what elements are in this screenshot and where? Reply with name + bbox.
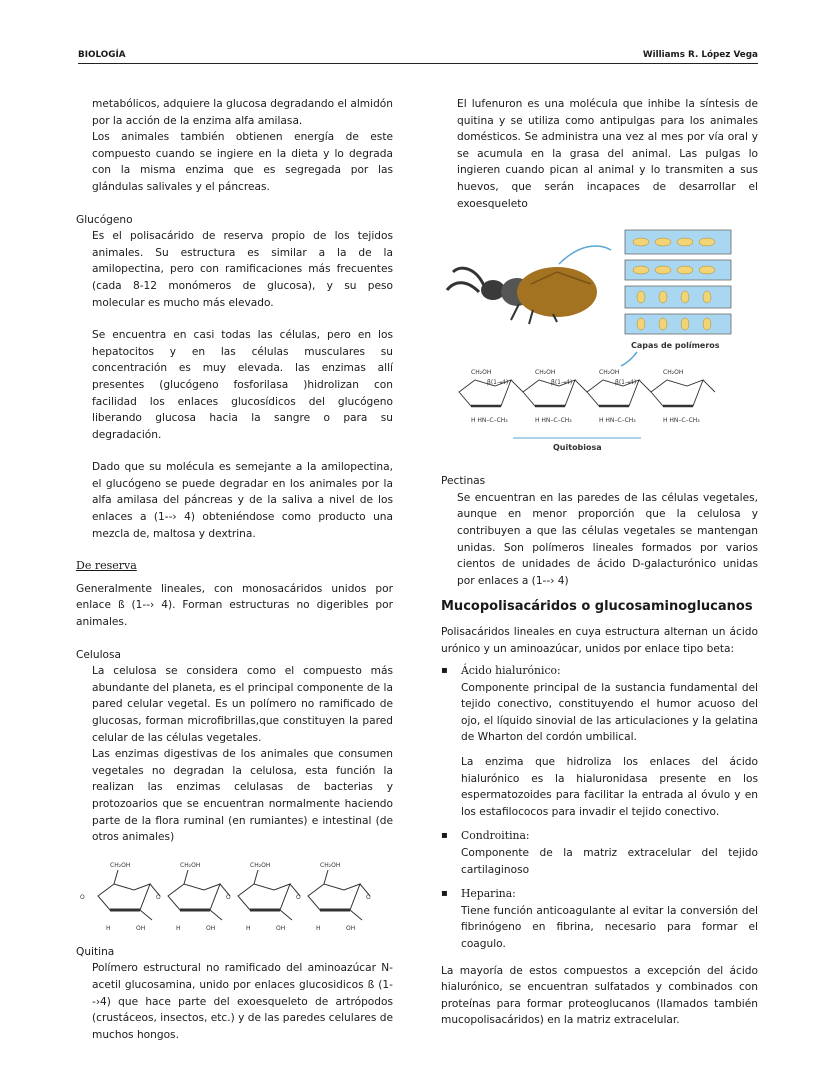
paragraph-amilasa: metabólicos, adquiere la glucosa degradando el almidón por la acción de la enzima alfa amilasa. (92, 98, 393, 127)
header-subject: BIOLOGÍA (78, 50, 126, 60)
paragraph-reserva: Generalmente lineales, con monosacáridos unidos por enlace ß (1--› 4). Forman estructuras no digeribles por animales. (76, 582, 393, 629)
chitin-beetle-diagram (441, 224, 758, 469)
section-title-quitina: Quitina (76, 945, 115, 958)
list-item-acido-hialuronico (441, 663, 758, 820)
svg-text:O: O (156, 893, 161, 901)
paragraph-mucopolisacaridos: Polisacáridos lineales en cuya estructura alternan un ácido urónico y un aminoazúcar, unidos por enlace tipo beta: (441, 625, 758, 655)
right-column (441, 96, 758, 1029)
svg-text:OH: OH (206, 924, 216, 932)
chitin-ch2oh-label: CH₂OH (535, 369, 556, 377)
bullet-title: ▪ Condroitina: (461, 829, 530, 843)
chitin-ch2oh-label: CH₂OH (663, 369, 684, 377)
svg-text:H HN–C–CH₃: H HN–C–CH₃ (535, 417, 572, 425)
list-item-condroitina (441, 828, 758, 878)
bullet-text: Componente principal de la sustancia fundamental del tejido conectivo, constituyendo el humor acuoso del ojo, el líquido sinovial de las articulaciones y la gelatina de Wharton del cordón umbilical. (461, 681, 758, 744)
svg-text:H HN–C–CH₃: H HN–C–CH₃ (663, 417, 700, 425)
bond-label: β(1→4) (551, 379, 573, 387)
paragraph-celulosa-2: Las enzimas digestivas de los animales que consumen vegetales no degradan la celulosa, esta función la realizan las enzimas celulasas de bacterias y protozoarios que se encuentran normalmente haciendo parte de la flora ruminal (en rumiantes) e intestinal (de otros animales) (92, 748, 393, 844)
svg-text:H HN–C–CH₃: H HN–C–CH₃ (471, 417, 508, 425)
bullet-title: ▪ Ácido hialurónico: (461, 664, 561, 678)
paragraph-glucogeno-3: Dado que su molécula es semejante a la amilopectina, el glucógeno se puede degradar en los animales por la alfa amilasa del páncreas y de la saliva a nivel de los enlaces a (1--› 4) obteniéndose como producto una mezcla de, maltosa y dextrina. (92, 461, 393, 540)
svg-text:H: H (106, 924, 111, 932)
bond-label: β(1→4) (615, 379, 637, 387)
svg-text:OH: OH (276, 924, 286, 932)
layers-label: Capas de polímeros (631, 341, 720, 351)
polymer-layers (625, 230, 731, 350)
bullet-title: ▪ Heparina: (461, 887, 516, 901)
svg-text:OH: OH (346, 924, 356, 932)
paragraph-celulosa-1: La celulosa se considera como el compuesto más abundante del planeta, es el principal componente de la pared celular vegetal. Es un polímero no ramificado de glucosas, forman microfibrillas,que constituyen la pared celular de las células vegetales. (92, 665, 393, 744)
paragraph-glucogeno-1: Es el polisacárido de reserva propio de los tejidos animales. Su estructura es similar a la de la amilopectina, pero con ramificaciones más frecuentes (cada 8-12 monómeros de glucosa), y su peso molecular es mucho más elevado. (92, 230, 393, 309)
section-title-reserva: De reserva (76, 559, 137, 573)
svg-text:O: O (366, 893, 371, 901)
svg-text:H HN–C–CH₃: H HN–C–CH₃ (599, 417, 636, 425)
svg-text:H: H (176, 924, 181, 932)
list-item-heparina (441, 886, 758, 952)
paragraph-glucogeno-2: Se encuentra en casi todas las células, pero en los hepatocitos y en las células musculares su concentración es muy elevada. las enzimas allí presentes (glucógeno fosforilasa )hidrolizan con facilidad los enlaces glucosídicos del glucógeno liberando glucosa hacia la sangre o para su degradación. (92, 329, 393, 441)
header-author: Williams R. López Vega (642, 50, 758, 60)
quitobiosa-label: Quitobiosa (553, 443, 602, 453)
bullet-text: Componente de la matriz extracelular del tejido cartilaginoso (461, 847, 758, 876)
section-title-pectinas: Pectinas (441, 475, 486, 488)
svg-text:O: O (226, 893, 231, 901)
cellulose-ch2oh-label: CH₂OH (250, 861, 271, 869)
svg-text:H: H (246, 924, 251, 932)
cellulose-ch2oh-label: CH₂OH (180, 861, 201, 869)
chitin-ch2oh-label: CH₂OH (471, 369, 492, 377)
svg-text:OH: OH (136, 924, 146, 932)
paragraph-lufenuron: El lufenuron es una molécula que inhibe la síntesis de quitina y se utiliza como antipulgas para los animales domésticos. Se administra una vez al mes por vía oral y se acumula en la grasa del animal. Las pulgas lo ingieren cuando pican al animal y lo transmiten a sus huevos, que serán incapaces de desarrollar el exoesqueleto (457, 98, 758, 210)
section-title-glucogeno: Glucógeno (76, 213, 133, 226)
page-header (78, 47, 758, 64)
paragraph-final: La mayoría de estos compuestos a excepción del ácido hialurónico, se encuentran sulfatados y combinados con proteínas para formar proteoglucanos (llamados también mucopolisacáridos) en la matriz extracelular. (441, 964, 758, 1027)
bond-label: β(1→4) (487, 379, 509, 387)
left-column (76, 96, 393, 1043)
cellulose-ch2oh-label: CH₂OH (110, 861, 131, 869)
chitin-chain (459, 369, 715, 452)
section-title-mucopolisacaridos: Mucopolisacáridos o glucosaminoglucanos (441, 599, 753, 615)
cellulose-structure-diagram (76, 856, 393, 946)
paragraph-pectinas: Se encuentran en las paredes de las células vegetales, aunque en menor proporción que la celulosa y contribuyen a que las células vegetales se mantengan unidas. Son polímeros lineales formados por varios cientos de unidades de ácido D-galacturónico unidas por enlaces a (1--› 4) (457, 491, 758, 587)
svg-text:O: O (80, 893, 85, 901)
svg-text:H: H (316, 924, 321, 932)
bullet-text: La enzima que hidroliza los enlaces del ácido hialurónico es la hialuronidasa presente en los espermatozoides para facilitar la entrada al óvulo y en los estafilococos para invadir el tejido conectivo. (461, 756, 758, 818)
svg-text:O: O (296, 893, 301, 901)
bullet-text: Tiene función anticoagulante al evitar la conversión del fibrinógeno en fibrina, necesario para formar el coagulo. (461, 904, 758, 950)
section-title-celulosa: Celulosa (76, 648, 122, 661)
paragraph-energia: Los animales también obtienen energía de este compuesto cuando se ingiere en la dieta y lo degrada con la misma enzima que es segregada por las glándulas salivales y el páncreas. (92, 131, 393, 193)
chitin-ch2oh-label: CH₂OH (599, 369, 620, 377)
beetle-illustration (447, 267, 597, 324)
paragraph-quitina: Polímero estructural no ramificado del aminoazúcar N-acetil glucosamina, unido por enlaces glucosidicos ß (1--›4) que hace parte del exoesqueleto de artrópodos (crustáceos, insectos, etc.) y de las paredes celulares de muchos hongos. (92, 962, 393, 1041)
cellulose-ch2oh-label: CH₂OH (320, 861, 341, 869)
